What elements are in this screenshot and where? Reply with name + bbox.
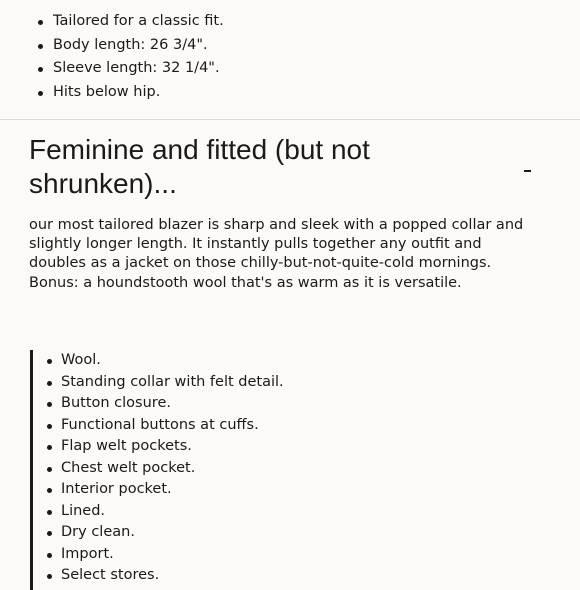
list-item: Body length: 26 3/4". xyxy=(36,34,224,58)
list-item: Import. xyxy=(44,544,284,566)
collapse-toggle-button[interactable] xyxy=(519,155,537,175)
product-description: our most tailored blazer is sharp and sleek with a popped collar and slightly longer length. It instantly pulls together any outfit and doubles as a jacket on those chilly-but-not-quite-cold mornings. Bonus: a houndstooth wool that's as warm as it is versatile. xyxy=(29,217,524,291)
fit-details-list xyxy=(36,10,224,105)
list-item: Interior pocket. xyxy=(44,479,284,501)
section-heading: Feminine and fitted (but not shrunken)... xyxy=(29,134,370,199)
list-item: Wool. xyxy=(44,350,284,372)
list-item: Button closure. xyxy=(44,393,284,415)
list-item: Select stores. xyxy=(44,565,284,587)
list-item: Tailored for a classic fit. xyxy=(36,10,224,34)
list-item: Dry clean. xyxy=(44,522,284,544)
minus-icon xyxy=(524,170,531,172)
product-details-block xyxy=(30,350,553,590)
product-details-list xyxy=(44,350,284,587)
section-divider xyxy=(0,119,580,120)
list-item: Flap welt pockets. xyxy=(44,436,284,458)
list-item: Chest welt pocket. xyxy=(44,458,284,480)
list-item: Hits below hip. xyxy=(36,81,224,105)
list-item: Functional buttons at cuffs. xyxy=(44,415,284,437)
list-item: Lined. xyxy=(44,501,284,523)
list-item: Standing collar with felt detail. xyxy=(44,372,284,394)
list-item: Sleeve length: 32 1/4". xyxy=(36,57,224,81)
